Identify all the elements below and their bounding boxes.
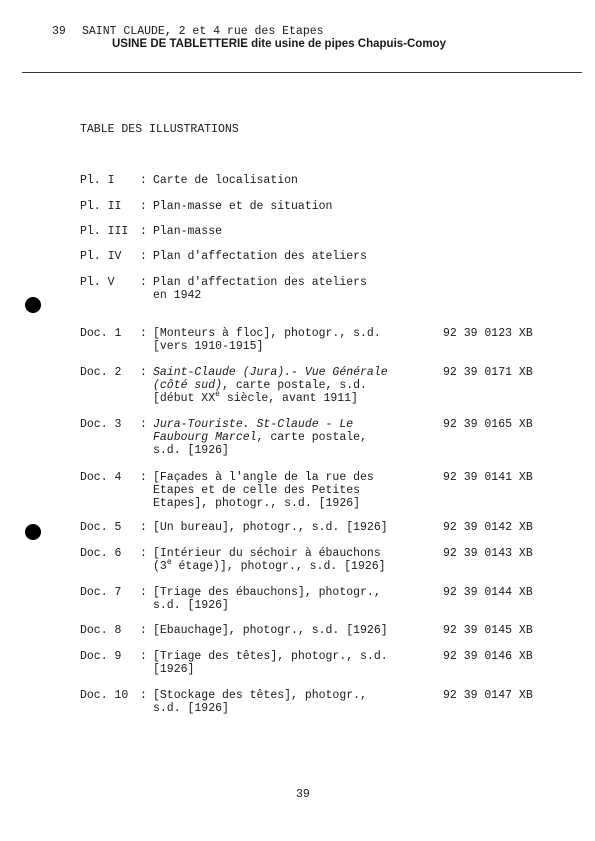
doc-description-text: (3 <box>153 560 167 573</box>
plate-description: Plan d'affectation des ateliers <box>153 276 367 289</box>
doc-code: Doc. 3 <box>80 418 122 431</box>
colon: : <box>140 624 147 637</box>
plate-code: Pl. III <box>80 225 129 238</box>
colon: : <box>140 418 147 431</box>
doc-description: [Ebauchage], photogr., s.d. [1926] <box>153 624 388 637</box>
colon: : <box>140 250 147 263</box>
doc-description: s.d. [1926] <box>153 599 229 612</box>
doc-description: [Un bureau], photogr., s.d. [1926] <box>153 521 388 534</box>
doc-reference: 92 39 0141 XB <box>443 471 533 484</box>
colon: : <box>140 327 147 340</box>
plate-code: Pl. IV <box>80 250 122 263</box>
doc-description-text: , carte postale, s.d. <box>222 379 367 392</box>
doc-description <box>153 392 428 405</box>
superscript: e <box>166 558 172 568</box>
doc-description: [vers 1910-1915] <box>153 340 264 353</box>
doc-reference: 92 39 0143 XB <box>443 547 533 560</box>
doc-description: Saint-Claude (Jura).- Vue Générale <box>153 366 388 379</box>
doc-description-text: , carte postale, <box>256 431 367 444</box>
superscript: e <box>215 390 220 400</box>
colon: : <box>140 276 147 289</box>
doc-code: Doc. 7 <box>80 586 122 599</box>
plate-description: en 1942 <box>153 289 202 302</box>
plate-code: Pl. I <box>80 174 115 187</box>
doc-reference: 92 39 0171 XB <box>443 366 533 379</box>
plate-description: Plan d'affectation des ateliers <box>153 250 367 263</box>
colon: : <box>140 689 147 702</box>
colon: : <box>140 366 147 379</box>
doc-description: [Façades à l'angle de la rue des <box>153 471 374 484</box>
doc-description-text: étage)], photogr., s.d. [1926] <box>171 560 386 573</box>
colon: : <box>140 650 147 663</box>
plate-code: Pl. II <box>80 200 122 213</box>
doc-reference: 92 39 0145 XB <box>443 624 533 637</box>
doc-description: [Triage des ébauchons], photogr., <box>153 586 381 599</box>
header-page-number: 39 <box>52 25 66 38</box>
punch-hole-dot <box>25 524 41 540</box>
doc-description: [1926] <box>153 663 195 676</box>
colon: : <box>140 521 147 534</box>
doc-description: [Triage des têtes], photogr., s.d. <box>153 650 388 663</box>
doc-description-italic: Faubourg Marcel <box>153 431 257 444</box>
colon: : <box>140 225 147 238</box>
doc-description: [Stockage des têtes], photogr., <box>153 689 367 702</box>
doc-description: Jura-Touriste. St-Claude - Le <box>153 418 354 431</box>
plate-description: Carte de localisation <box>153 174 298 187</box>
doc-description-text: [début XX <box>153 392 216 405</box>
doc-description-text: siècle, avant 1911] <box>219 392 358 405</box>
doc-description <box>153 431 428 444</box>
doc-code: Doc. 4 <box>80 471 122 484</box>
doc-description <box>153 560 428 573</box>
doc-code: Doc. 2 <box>80 366 122 379</box>
footer-page-number: 39 <box>296 788 310 801</box>
plate-description: Plan-masse et de situation <box>153 200 333 213</box>
doc-code: Doc. 5 <box>80 521 122 534</box>
doc-reference: 92 39 0146 XB <box>443 650 533 663</box>
doc-description: Etapes et de celle des Petites <box>153 484 361 497</box>
punch-hole-dot <box>25 297 41 313</box>
doc-description: s.d. [1926] <box>153 444 229 457</box>
doc-description: s.d. [1926] <box>153 702 229 715</box>
doc-reference: 92 39 0123 XB <box>443 327 533 340</box>
doc-description: [Intérieur du séchoir à ébauchons <box>153 547 381 560</box>
doc-description <box>153 379 428 392</box>
doc-description-italic: (côté sud) <box>153 379 223 392</box>
colon: : <box>140 174 147 187</box>
colon: : <box>140 547 147 560</box>
colon: : <box>140 471 147 484</box>
plate-description: Plan-masse <box>153 225 223 238</box>
header-title: USINE DE TABLETTERIE dite usine de pipes Chapuis-Comoy <box>112 38 446 50</box>
colon: : <box>140 586 147 599</box>
doc-description: [Monteurs à floc], photogr., s.d. <box>153 327 381 340</box>
colon: : <box>140 200 147 213</box>
doc-code: Doc. 8 <box>80 624 122 637</box>
doc-description: Etapes], photogr., s.d. [1926] <box>153 497 361 510</box>
toc-title: TABLE DES ILLUSTRATIONS <box>80 123 239 136</box>
doc-code: Doc. 9 <box>80 650 122 663</box>
plate-code: Pl. V <box>80 276 115 289</box>
doc-reference: 92 39 0142 XB <box>443 521 533 534</box>
doc-code: Doc. 1 <box>80 327 122 340</box>
doc-reference: 92 39 0165 XB <box>443 418 533 431</box>
header-rule <box>22 72 582 73</box>
header-address: SAINT CLAUDE, 2 et 4 rue des Etapes <box>82 25 324 38</box>
doc-code: Doc. 10 <box>80 689 129 702</box>
doc-code: Doc. 6 <box>80 547 122 560</box>
doc-reference: 92 39 0144 XB <box>443 586 533 599</box>
doc-reference: 92 39 0147 XB <box>443 689 533 702</box>
